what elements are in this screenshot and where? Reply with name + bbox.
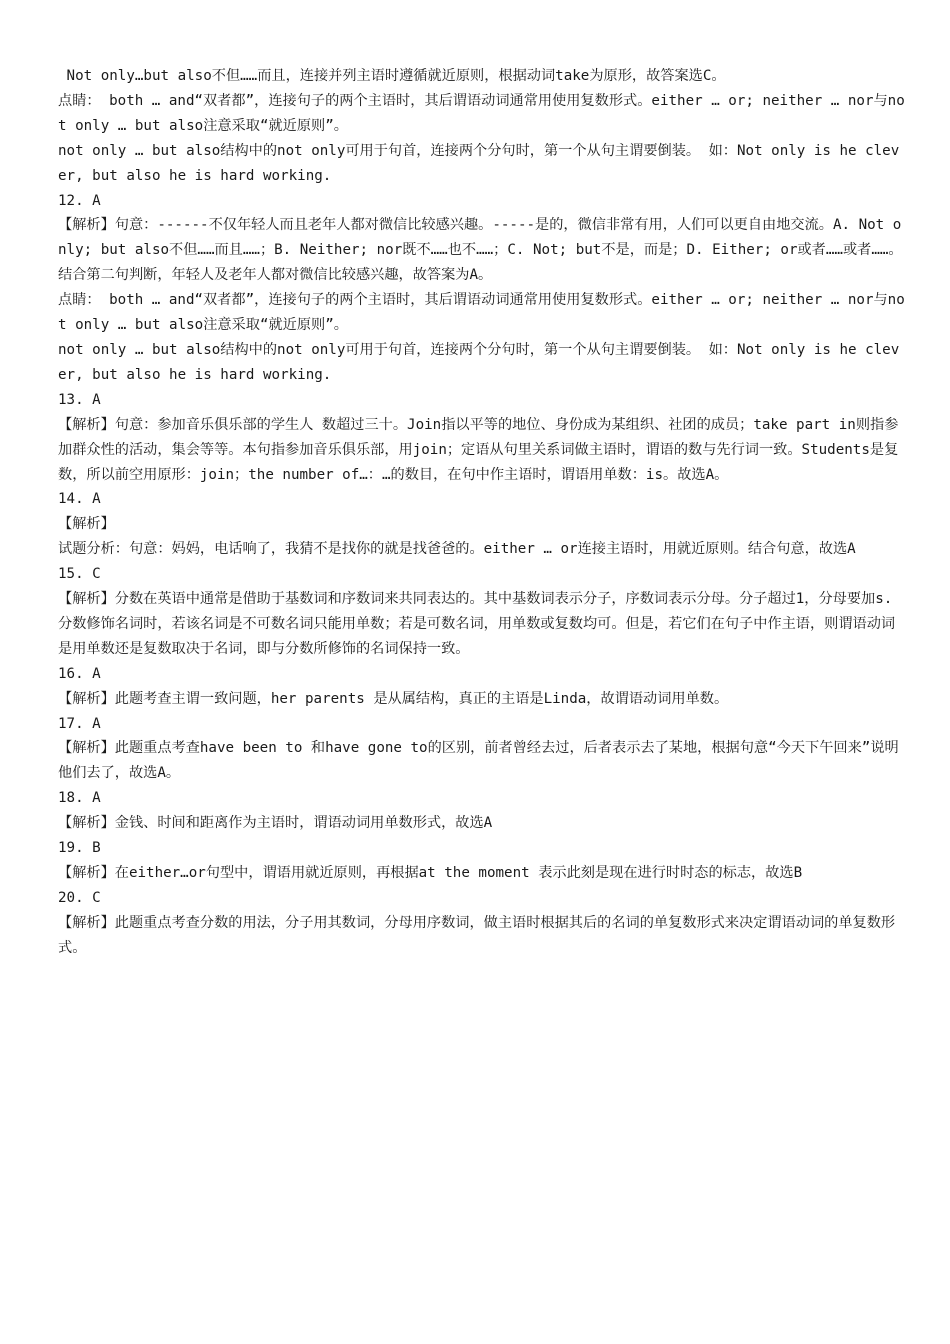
question-19-answer: 19. B: [58, 840, 101, 857]
question-14-answer: 14. A: [58, 491, 101, 508]
intro-explanation: Not only…but also不但……而且，连接并列主语时遵循就近原则，根据动词take为原形，故答案选C。: [58, 68, 726, 84]
question-18-answer: 18. A: [58, 790, 101, 807]
question-19-explanation: 【解析】在either…or句型中，谓语用就近原则，再根据at the moment 表示此刻是现在进行时时态的标志，故选B: [58, 865, 803, 881]
question-17-answer: 17. A: [58, 715, 101, 732]
question-13-answer: 13. A: [58, 391, 101, 408]
intro-tip-paragraph: 点睛： both … and“双者都”，连接句子的两个主语时，其后谓语动词通常用使用复数形式。either … or; neither … nor与not only … but also注意采取“就近原则”。: [58, 92, 905, 134]
question-15-explanation: 【解析】分数在英语中通常是借助于基数词和序数词来共同表达的。其中基数词表示分子，序数词表示分母。分子超过1，分母要加s.分数修饰名词时，若该名词是不可数名词只能用单数；若是可数名词，用单数或复数均可。但是，若它们在句子中作主语，则谓语动词是用单数还是复数取决于名词，即与分数所修饰的名词保持一致。: [58, 591, 896, 657]
question-20-answer: 20. C: [58, 889, 101, 906]
question-14-explanation: 试题分析：句意：妈妈，电话响了，我猜不是找你的就是找爸爸的。either … or连接主语时，用就近原则。结合句意，故选A: [58, 541, 856, 558]
question-13-explanation: 【解析】句意：参加音乐俱乐部的学生人 数超过三十。Join指以平等的地位、身份成为某组织、社团的成员；take part in则指参加群众性的活动，集会等等。本句指参加音乐俱乐部，用join；定语从句里关系词做主语时，谓语的数与先行词一致。Students是复数，所以前空用原形：join；the number of…：…的数目，在句中作主语时，谓语用单数：is。故选A。: [58, 416, 899, 483]
question-14-label: 【解析】: [58, 516, 115, 533]
question-12-tip: not only … but also结构中的not only可用于句首，连接两个分句时，第一个从句主谓要倒装。 如：Not only is he clever, but also he is hard working.: [58, 341, 900, 383]
question-15-answer: 15. C: [58, 566, 101, 583]
answer-key-page: [58, 64, 906, 961]
question-12-answer: 12. A: [58, 192, 101, 209]
question-18-explanation: 【解析】金钱、时间和距离作为主语时，谓语动词用单数形式，故选A: [58, 815, 493, 832]
question-12-explanation: 【解析】句意：------不仅年轻人而且老年人都对微信比较感兴趣。-----是的，微信非常有用，人们可以更自由地交流。A. Not only; but also不但……而且……；B. Neither; nor既不……也不……；C. Not; but不是，而是；D. Either; or或者……或者……。结合第二句判断，年轻人及老年人都对微信比较感兴趣，故答案为A。: [58, 217, 903, 284]
question-20-explanation: 【解析】此题重点考查分数的用法，分子用其数词，分母用序数词，做主语时根据其后的名词的单复数形式来决定谓语动词的单复数形式。: [58, 914, 896, 956]
intro-tip-paragraph: not only … but also结构中的not only可用于句首，连接两个分句时，第一个从句主谓要倒装。 如：Not only is he clever, but also he is hard working.: [58, 142, 900, 184]
question-12-tip: 点睛： both … and“双者都”，连接句子的两个主语时，其后谓语动词通常用使用复数形式。either … or; neither … nor与not only … but also注意采取“就近原则”。: [58, 292, 905, 334]
question-16-answer: 16. A: [58, 665, 101, 682]
question-16-explanation: 【解析】此题考查主谓一致问题，her parents 是从属结构，真正的主语是Linda，故谓语动词用单数。: [58, 690, 729, 707]
question-17-explanation: 【解析】此题重点考查have been to 和have gone to的区别，前者曾经去过，后者表示去了某地，根据句意“今天下午回来”说明他们去了，故选A。: [58, 740, 899, 782]
